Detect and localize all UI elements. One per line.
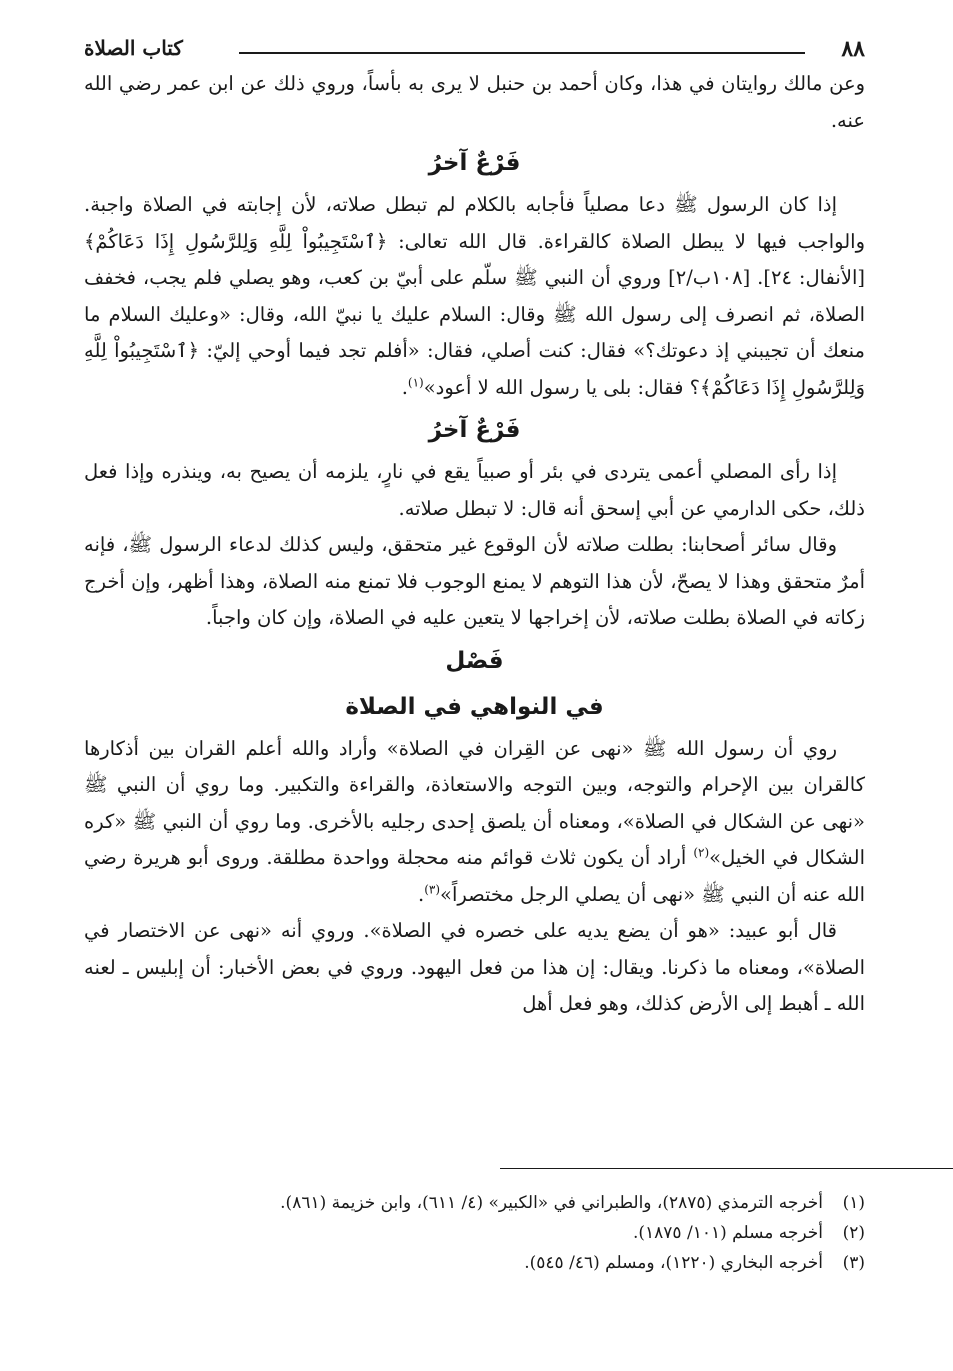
footnotes [84,1188,865,1278]
footnote-text: أخرجه البخاري (١٢٢٠)، ومسلم (٤٦/ ٥٤٥). [524,1253,823,1273]
footnote-ref-1: (١) [407,375,424,389]
paragraph-5 [84,731,865,914]
section-heading-2: فَرْعٌ آخرُ [428,417,521,443]
paragraph-2 [84,187,865,406]
footnote-2 [84,1218,865,1248]
chapter-subtitle: في النواهي في الصلاة [345,693,604,720]
paragraph-2-text: إذا كان الرسول ﷺ دعا مصلياً فأجابه بالكلام لم تبطل صلاته، لأن إجابته في الصلاة واجبة. والواجب فيها لا يبطل الصلاة كالقراءة. قال الله تعالى: ﴿ٱسْتَجِيبُواْ لِلَّهِ وَلِلرَّسُولِ إِذَا دَعَاكُمْ﴾ [الأنفال: ٢٤]. [١٠٨ب/٢] وروي أن النبي ﷺ سلّم على أبيّ بن كعب، وهو يصلي فلم يجب، فخفف الصلاة، ثم انصرف إلى رسول الله ﷺ وقال: السلام عليك يا نبيّ الله، وقال: «وعليك السلام ما منعك أن تجيبني إذ دعوتك؟» فقال: كنت أصلي، فقال: «أفلم تجد فيما أوحي إليّ: ﴿ٱسْتَجِيبُواْ لِلَّهِ وَلِلرَّسُولِ إِذَا دَعَاكُمْ﴾؟ فقال: بلى يا رسول الله لا أعود» [84,193,865,399]
footnote-number: (١) [842,1193,865,1213]
page-number: ٨٨ [841,36,865,62]
paragraph-5-end: . [418,882,425,906]
header-rule [239,52,805,54]
chapter-heading: فَصْل [445,647,504,674]
footnote-number: (٣) [842,1253,865,1273]
paragraph-6: قال أبو عبيد: «هو أن يضع يديه على خصره في الصلاة». وروي أنه «نهى عن الاختصار في الصلاة»، ومعناه ما ذكرنا. ويقال: إن هذا من فعل اليهود. وروي في بعض الأخبار: أن إبليس ـ لعنه الله ـ أهبط إلى الأرض كذلك، وهو فعل أهل [84,919,865,1015]
footnote-text: أخرجه مسلم (١٠١/ ١٨٧٥). [632,1223,823,1243]
footnote-3 [84,1248,865,1278]
footnote-rule [500,1168,953,1169]
footnote-text: أخرجه الترمذي (٢٨٧٥)، والطبراني في «الكبير» (٤/ ٦١١)، وابن خزيمة (٨٦١). [280,1193,823,1213]
page [84,30,865,1023]
section-heading-1: فَرْعٌ آخرُ [428,150,521,176]
running-header [84,30,865,66]
footnote-ref-2: (٢) [693,845,710,860]
paragraph-4: وقال سائر أصحابنا: بطلت صلاته لأن الوقوع غير متحقق، وليس كذلك لدعاء الرسول ﷺ، فإنه أمرٌ متحقق وهذا لا يصحّ، لأن هذا التوهم لا يمنع الوجوب فلا تمنع منه الصلاة، وهذا أظهر، وإن أخرج زكاته في الصلاة بطلت صلاته، لأن إخراجها لا يتعين عليه في الصلاة، وإن كان واجباً. [84,533,865,629]
footnote-number: (٢) [842,1223,865,1243]
paragraph-5-text-a: روي أن رسول الله ﷺ «نهى عن القِران في الصلاة» وأراد والله أعلم القران بين أذكارها كالقران بين الإحرام والتوجه، وبين التوجه والاستعاذة، والقراءة والتكبير. وما روي أن النبي ﷺ «نهى عن الشكال في الصلاة»، ومعناه أن يلصق إحدى رجليه بالأخرى. وما روي أن النبي ﷺ «كره الشكال في الخيل» [84,736,866,869]
footnote-ref-3: (٣) [424,882,441,896]
paragraph-1: وعن مالك روايتان في هذا، وكان أحمد بن حنبل لا يرى به بأساً، وروي ذلك عن ابن عمر رضي الله عنه. [84,72,865,132]
book-title: كتاب الصلاة [84,36,183,60]
paragraph-3: إذا رأى المصلي أعمى يتردى في بئر أو صبياً يقع في نارٍ، يلزمه أن يصيح به، وينذره وإذا فعل ذلك، حكى الدارمي عن أبي إسحق أنه قال: لا تبطل صلاته. [84,460,865,520]
main-text [84,66,865,1023]
footnote-1 [84,1188,865,1218]
paragraph-5-text-b: أراد أن يكون ثلاث قوائم منه محجلة وواحدة مطلقة. وروى أبو هريرة رضي الله عنه أن النبي ﷺ «نهى أن يصلي الرجل مختصراً» [84,846,865,906]
paragraph-2-end: . [401,375,408,399]
